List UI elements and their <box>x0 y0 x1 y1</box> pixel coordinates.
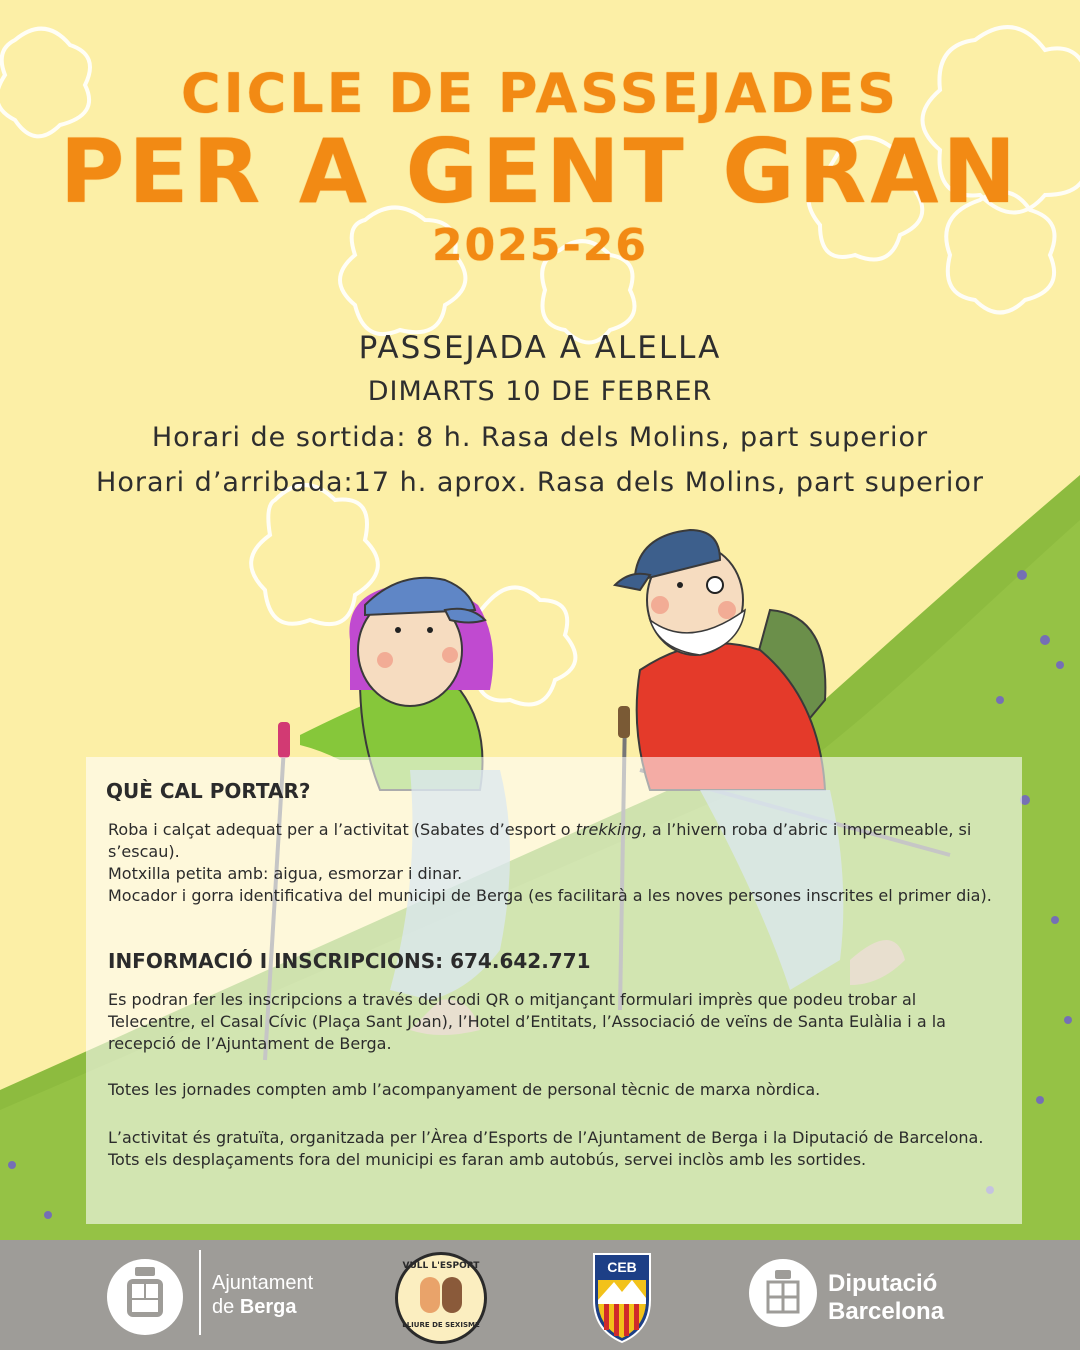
ajuntament-line2 <box>212 1296 297 1319</box>
poster-year: 2025-26 <box>432 220 648 271</box>
ajuntament-berga-crest-icon <box>105 1257 185 1337</box>
ajuntament-line2-pre: de <box>212 1296 240 1318</box>
bring-heading: QUÈ CAL PORTAR? <box>106 779 311 803</box>
diputacio-line1: Diputació <box>828 1270 938 1297</box>
badge-bottom-text: LLIURE DE SEXISME <box>402 1321 480 1329</box>
badge-top-text: VULL L'ESPORT <box>402 1261 480 1271</box>
event-date: DIMARTS 10 DE FEBRER <box>367 376 713 407</box>
bring-text-b: , a l’hivern roba d’abric i impermeable, si s’escau). <box>108 820 972 861</box>
ajuntament-line2-bold: Berga <box>239 1296 297 1318</box>
info-heading: INFORMACIÓ I INSCRIPCIONS: 674.642.771 <box>108 949 591 973</box>
bring-text-em: trekking <box>575 820 642 839</box>
ceb-shield-icon <box>590 1250 654 1344</box>
bring-text-a: Roba i calçat adequat per a l’activitat (Sabates d’esport o <box>108 820 576 839</box>
event-title: PASSEJADA A ALELLA <box>358 330 722 366</box>
poster-title-line2: PER A GENT GRAN <box>59 120 1021 223</box>
ajuntament-line1: Ajuntament <box>212 1272 314 1294</box>
footer-logos <box>0 1240 1080 1350</box>
info-box <box>86 757 1022 1224</box>
bring-paragraph-2: Motxilla petita amb: aigua, esmorzar i dinar. <box>108 864 463 883</box>
info-paragraph-3: L’activitat és gratuïta, organitzada per l’Àrea d’Esports de l’Ajuntament de Berga i la Diputació de Barcelona. Tots els desplaçaments fora del municipi es faran amb autobús, servei inclòs amb les sortides. <box>108 1128 984 1169</box>
info-paragraph-1: Es podran fer les inscripcions a través del codi QR o mitjançant formulari imprès que podeu trobar al Telecentre, el Casal Cívic (Plaça Sant Joan), l’Hotel d’Entitats, l’Associació de veïns de Santa Eulàlia i a la recepció de l’Ajuntament de Berga. <box>108 990 946 1053</box>
diputacio-barcelona-crest-icon <box>748 1258 818 1328</box>
bring-paragraph-1 <box>108 819 1008 863</box>
bring-paragraph-3: Mocador i gorra identificativa del municipi de Berga (es facilitarà a les noves persones inscrites el primer dia). <box>108 886 992 905</box>
info-paragraph-2: Totes les jornades compten amb l’acompanyament de personal tècnic de marxa nòrdica. <box>108 1080 821 1099</box>
event-departure: Horari de sortida: 8 h. Rasa dels Molins, part superior <box>151 422 929 453</box>
poster-title-line1: CICLE DE PASSEJADES <box>180 62 900 125</box>
vull-esport-badge-icon <box>395 1252 487 1344</box>
event-arrival: Horari d’arribada:17 h. aprox. Rasa dels Molins, part superior <box>96 467 984 498</box>
ceb-label: CEB <box>607 1259 637 1275</box>
diputacio-line2: Barcelona <box>828 1298 945 1325</box>
footer-divider <box>199 1250 201 1335</box>
